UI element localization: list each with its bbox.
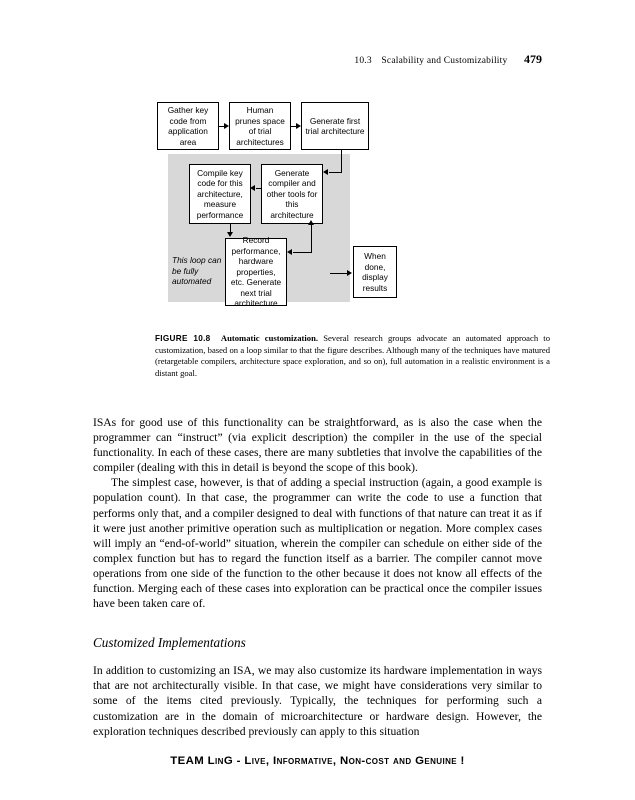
arrowhead-record-loop [287,249,292,255]
figure-box-generate-compiler: Generate compiler and other tools for this architecture [261,164,323,224]
paragraph-3: In addition to customizing an ISA, we may also customize its hardware implementation in ways that are not architecturally visible. In that case, we might have considerations very similar to some of the items cited previously. Typically, the techniques for performing such a customization are in the domain of microarchitecture or hardware design. However, the exploration techniques described previously can apply to this situation [93,664,542,738]
header-section-title: Scalability and Customizability [381,56,508,66]
figure-loop-label: This loop can be fully automated [172,255,222,286]
figure-box-done: When done, display results [353,246,397,298]
figure-automatic-customization [0,92,635,322]
arrowhead-compiler-to-compile [250,185,255,191]
figure-box-gather: Gather key code from application area [157,102,219,150]
figure-box-compile: Compile key code for this architecture, measure performance [189,164,251,224]
header-section-number: 10.3 [354,56,372,66]
section-spacer-top [93,611,542,635]
arrow-compile-to-record [230,224,231,232]
figure-box-generate-first: Generate first trial architecture [301,102,369,150]
arrow-record-to-done [330,273,347,274]
paragraph-2: The simplest case, however, is that of adding a special instruction (again, a good example is population count). In that case, the programmer can write the code to use a function that performs only that, and a compiler designed to deal with functions of that nature can treat it as if it were just another primitive operation such as multiplication or negation. More complex cases will imply an “end-of-world” situation, wherein the compiler can schedule on either side of the complex function but has to regard the function itself as a barrier. The compiler cannot move operations from one side of the function to the other because it does not know all effects of the function. Merging each of these cases into exploration can be practical once the compiler issues have been taken care of. [93,476,542,611]
arrowhead-to-generate-compiler [323,169,328,175]
paragraph-1: ISAs for good use of this functionality can be straightforward, as is also the case when the programmer can “instruct” (via explicit description) the compiler in the use of the special functionality. In each of these cases, there are many subtleties that involve the capabilities of the compiler (dealing with this in detail is beyond the scope of this book). [93,416,542,475]
arrowhead-record-loop-up [308,220,314,225]
page-header [0,52,635,67]
figure-caption-title: Automatic customization. [220,333,318,343]
arrowhead-compile-to-record [227,232,233,237]
section-heading-customized-implementations: Customized Implementations [93,635,246,651]
figure-caption [155,333,550,379]
figure-caption-label: FIGURE 10.8 [155,334,211,343]
arrowhead-record-to-done [347,270,352,276]
figure-box-record: Record performance, hardware properties, etc. Generate next trial architecture [225,238,287,306]
arrow-record-loop-horiz [293,252,312,253]
arrow-compiler-to-compile [256,188,262,189]
section-spacer-bottom [93,651,542,663]
figure-box-prune: Human prunes space of trial architectures [229,102,291,150]
arrowhead-gather-to-prune [224,123,229,129]
arrow-record-loop-vert [311,224,312,252]
arrowhead-prune-to-generate-first [296,123,301,129]
body-text [93,415,542,739]
page-number: 479 [524,52,542,66]
figure-caption-text: Several research groups advocate an automated approach to customization, based on a loop similar to that the figure describes. Although many of the techniques have matured (retargetable compilers, architecture space exploration, and so on), full automation in a realistic environment is a distant goal. [155,333,550,378]
page-footer: TEAM LinG - Live, Informative, Non-cost and Genuine ! [170,755,465,767]
arrow-generate-first-down [341,150,342,172]
arrow-generate-first-to-compiler [329,172,342,173]
